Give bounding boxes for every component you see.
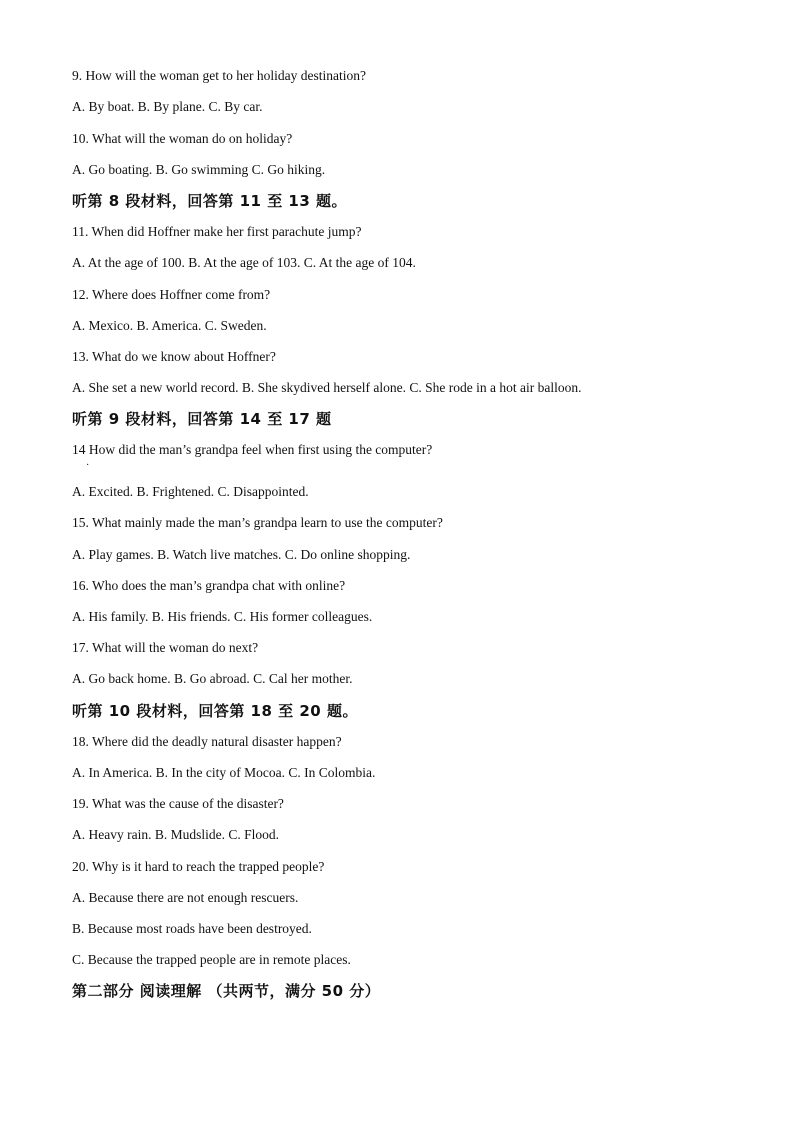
question-18: 18. Where did the deadly natural disaster happen? (72, 734, 342, 749)
question-9: 9. How will the woman get to her holiday destination? (72, 68, 366, 83)
question-12: 12. Where does Hoffner come from? (72, 287, 271, 302)
options-12: A. Mexico. B. America. C. Sweden. (72, 318, 267, 333)
question-20: 20. Why is it hard to reach the trapped people? (72, 859, 325, 874)
option-20-a: A. Because there are not enough rescuers. (72, 890, 299, 905)
question-11: 11. When did Hoffner make her first parachute jump? (72, 224, 362, 239)
section-heading-8: 听第 8 段材料，回答第 11 至 13 题。 (72, 192, 348, 210)
options-15: A. Play games. B. Watch live matches. C. Do online shopping. (72, 547, 411, 562)
question-16: 16. Who does the man’s grandpa chat with online? (72, 578, 346, 593)
section-heading-10: 听第 10 段材料，回答第 18 至 20 题。 (72, 702, 358, 720)
options-13: A. She set a new world record. B. She skydived herself alone. C. She rode in a hot air balloon. (72, 380, 582, 395)
question-14: 14 How did the man’s grandpa feel when first using the computer? (72, 442, 433, 457)
stray-dot-mark: · (86, 460, 90, 471)
question-15: 15. What mainly made the man’s grandpa learn to use the computer? (72, 515, 443, 530)
option-20-c: C. Because the trapped people are in remote places. (72, 952, 351, 967)
options-10: A. Go boating. B. Go swimming C. Go hiking. (72, 162, 326, 177)
options-19: A. Heavy rain. B. Mudslide. C. Flood. (72, 827, 279, 842)
question-19: 19. What was the cause of the disaster? (72, 796, 284, 811)
options-14: A. Excited. B. Frightened. C. Disappointed. (72, 484, 309, 499)
options-16: A. His family. B. His friends. C. His former colleagues. (72, 609, 373, 624)
options-11: A. At the age of 100. B. At the age of 103. C. At the age of 104. (72, 255, 416, 270)
part-two-heading: 第二部分 阅读理解 （共两节，满分 50 分） (72, 982, 381, 1000)
options-17: A. Go back home. B. Go abroad. C. Cal her mother. (72, 671, 353, 686)
options-9: A. By boat. B. By plane. C. By car. (72, 99, 263, 114)
question-10: 10. What will the woman do on holiday? (72, 131, 293, 146)
section-heading-9: 听第 9 段材料，回答第 14 至 17 题 (72, 410, 332, 428)
question-13: 13. What do we know about Hoffner? (72, 349, 276, 364)
options-18: A. In America. B. In the city of Mocoa. C. In Colombia. (72, 765, 376, 780)
question-17: 17. What will the woman do next? (72, 640, 259, 655)
option-20-b: B. Because most roads have been destroyed. (72, 921, 312, 936)
